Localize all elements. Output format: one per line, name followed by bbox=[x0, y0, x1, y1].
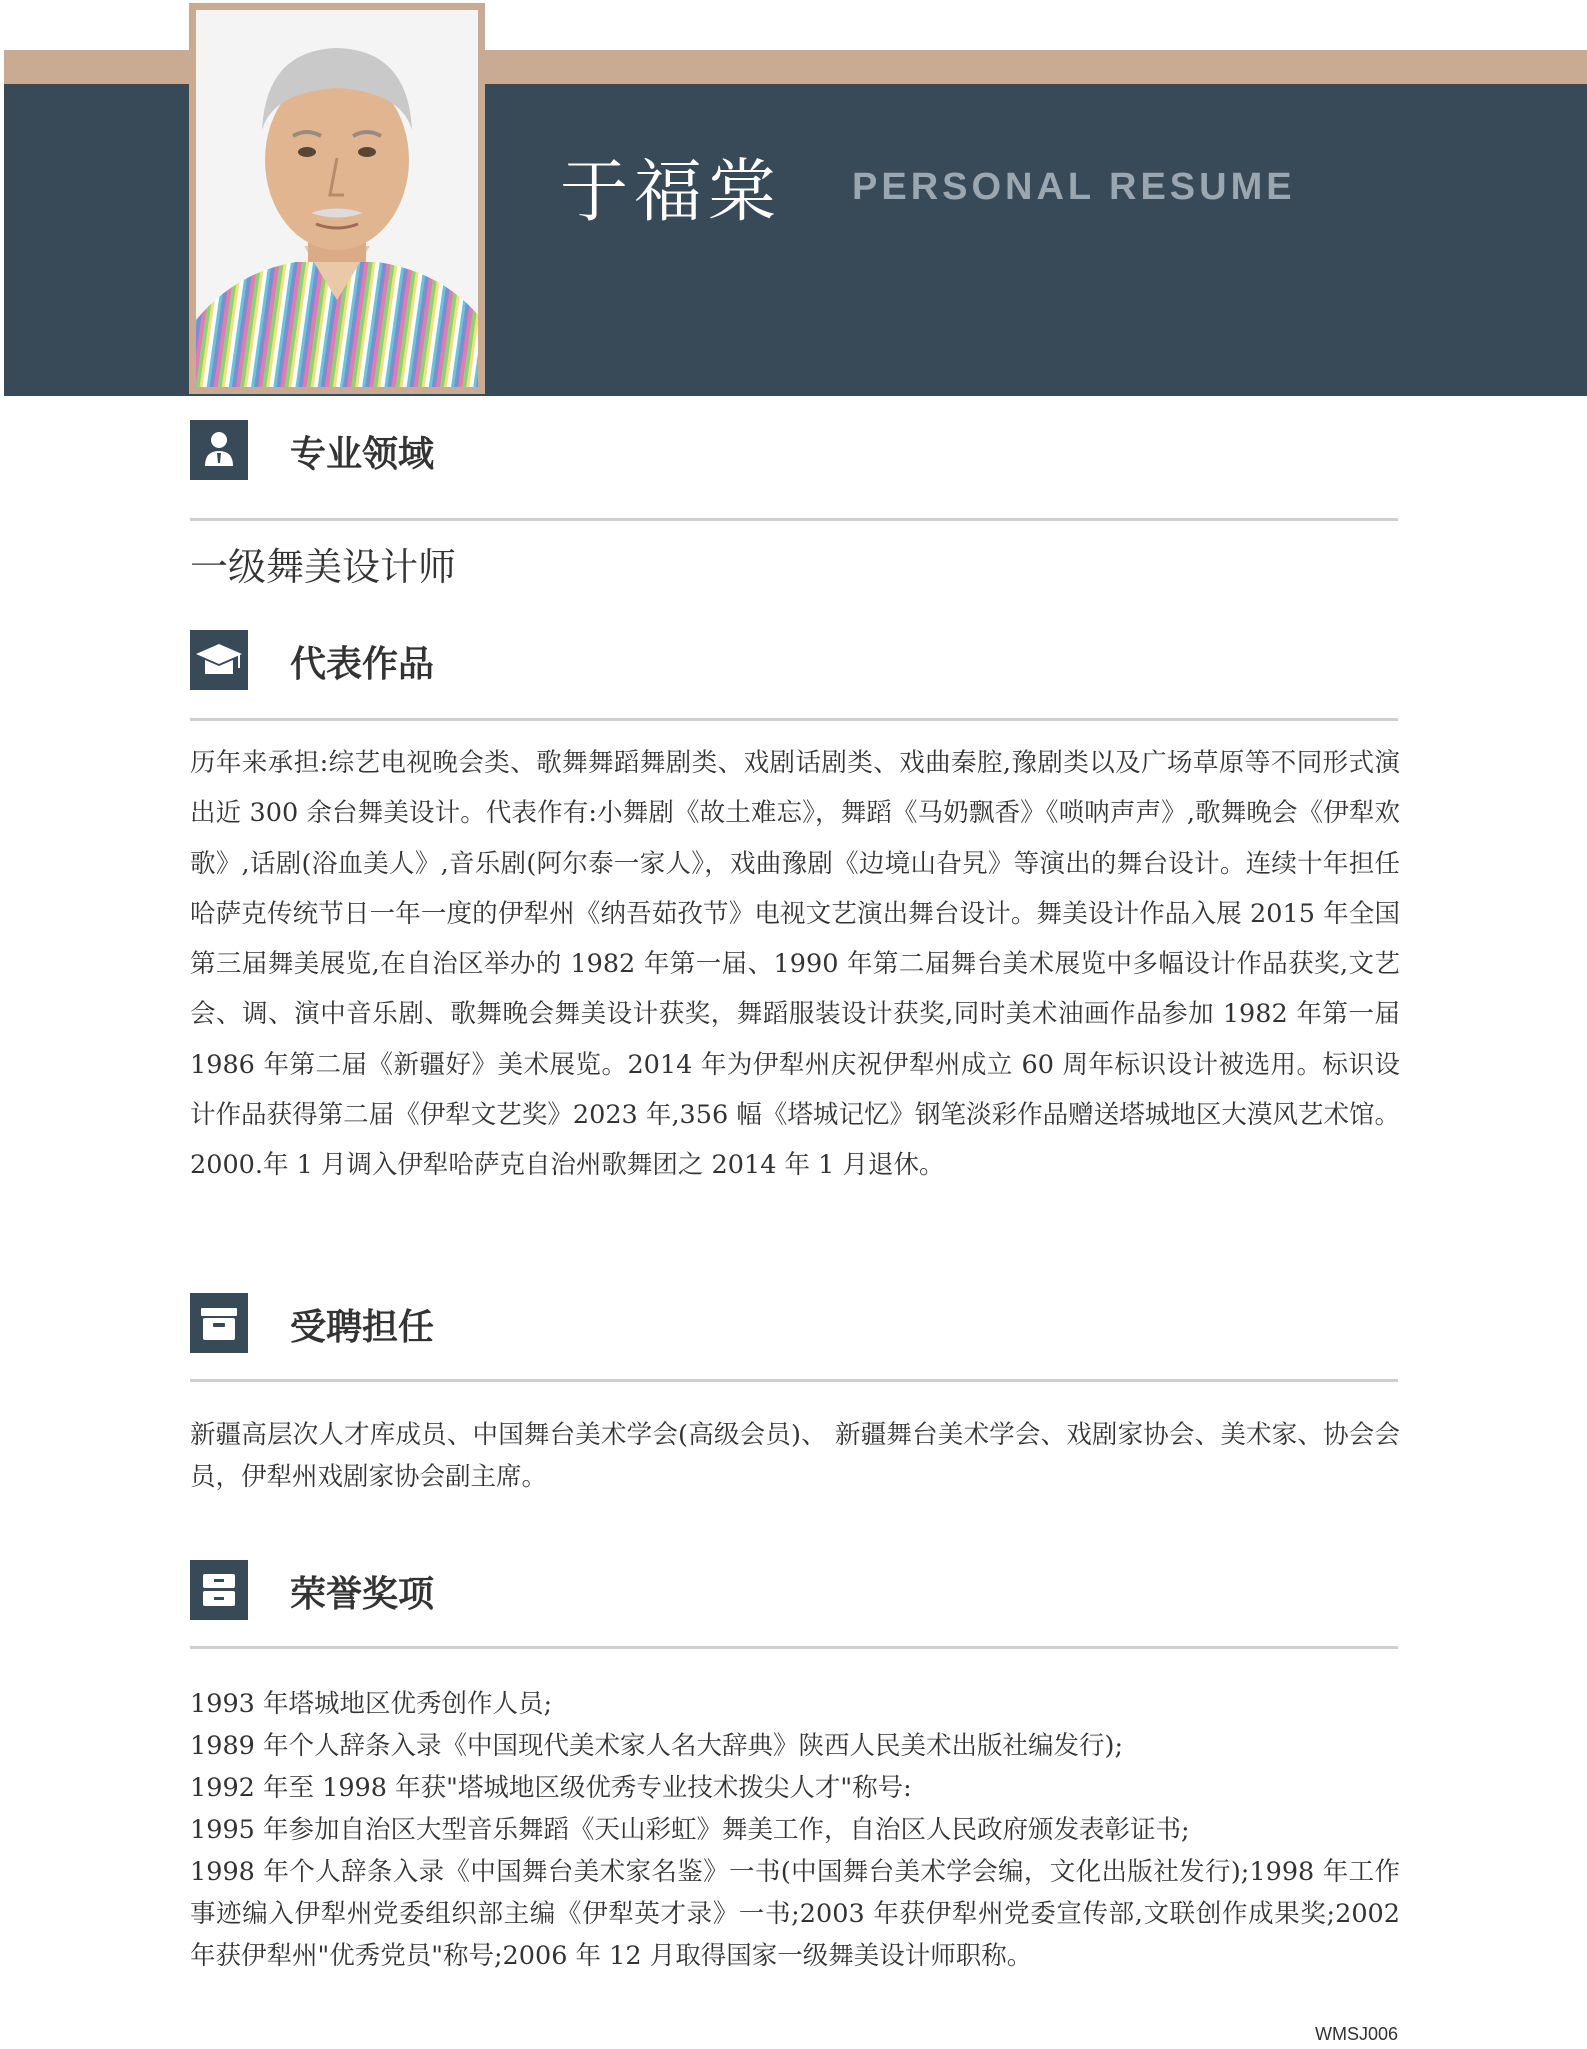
section-field-title: 专业领域 bbox=[290, 434, 435, 475]
graduation-cap-icon bbox=[190, 630, 248, 690]
profile-photo-frame bbox=[189, 3, 485, 394]
works-description: 历年来承担:综艺电视晚会类、歌舞舞蹈舞剧类、戏剧话剧类、戏曲秦腔,豫剧类以及广场草原等不同形式演出近 300 余台舞美设计。代表作有:小舞剧《故土难忘》，舞蹈《马奶飘香》《唢呐声声》,歌舞晚会《伊犁欢歌》,话剧(浴血美人》,音乐剧(阿尔泰一家人》，戏曲豫剧《边境山旮旯》等演出的舞台设计。连续十年担任哈萨克传统节日一年一度的伊犁州《纳吾茹孜节》电视文艺演出舞台设计。舞美设计作品入展 2015 年全国第三届舞美展览,在自治区举办的 1982 年第一届、1990 年第二届舞台美术展览中多幅设计作品获奖,文艺会、调、演中音乐剧、歌舞晚会舞美设计获奖，舞蹈服装设计获奖,同时美术油画作品参加 1982 年第一届 1986 年第二届《新疆好》美术展览。2014 年为伊犁州庆祝伊犁州成立 60 周年标识设计被选用。标识设计作品获得第二届《伊犁文艺奖》2023 年,356 幅《塔城记忆》钢笔淡彩作品赠送塔城地区大漠风艺术馆。2000.年 1 月调入伊犁哈萨克自治州歌舞团之 2014 年 1 月退休。 bbox=[190, 748, 1400, 1181]
honor-item: 1998 年个人辞条入录《中国舞台美术家名鉴》一书(中国舞台美术学会编，文化出版社发行);1998 年工作事迹编入伊犁州党委组织部主编《伊犁英才录》一书;2003 年获伊犁州党委宣传部,文联创作成果奖;2002 年获伊犁州"优秀党员"称号;2006 年 12 月取得国家一级舞美设计师职称。 bbox=[190, 1857, 1400, 1971]
honor-item: 1995 年参加自治区大型音乐舞蹈《天山彩虹》舞美工作，自治区人民政府颁发表彰证书; bbox=[190, 1815, 1190, 1845]
resume-subtitle: PERSONAL RESUME bbox=[852, 166, 1296, 208]
profile-photo bbox=[196, 10, 478, 387]
honor-item: 1993 年塔城地区优秀创作人员; bbox=[190, 1689, 553, 1719]
portrait-illustration bbox=[196, 10, 478, 387]
archive-box-icon bbox=[190, 1293, 248, 1353]
posts-description: 新疆高层次人才库成员、中国舞台美术学会(高级会员)、 新疆舞台美术学会、戏剧家协会、美术家、协会会员，伊犁州戏剧家协会副主席。 bbox=[190, 1420, 1400, 1492]
section-divider bbox=[190, 1646, 1398, 1649]
person-icon bbox=[190, 420, 248, 480]
honors-list bbox=[190, 1683, 1400, 1977]
field-value: 一级舞美设计师 bbox=[190, 545, 457, 589]
honor-item: 1989 年个人辞条入录《中国现代美术家人名大辞典》陕西人民美术出版社编发行); bbox=[190, 1731, 1124, 1761]
honor-item: 1992 年至 1998 年获"塔城地区级优秀专业技术拨尖人才"称号: bbox=[190, 1773, 912, 1803]
section-posts-title: 受聘担任 bbox=[290, 1307, 435, 1348]
section-divider bbox=[190, 518, 1398, 521]
section-divider bbox=[190, 1379, 1398, 1382]
section-divider bbox=[190, 718, 1398, 721]
section-works-title: 代表作品 bbox=[290, 644, 435, 685]
document-code: WMSJ006 bbox=[1314, 2024, 1398, 2044]
person-name: 于福棠 bbox=[560, 153, 783, 232]
drawer-icon bbox=[190, 1560, 248, 1620]
section-honors-title: 荣誉奖项 bbox=[290, 1574, 435, 1615]
